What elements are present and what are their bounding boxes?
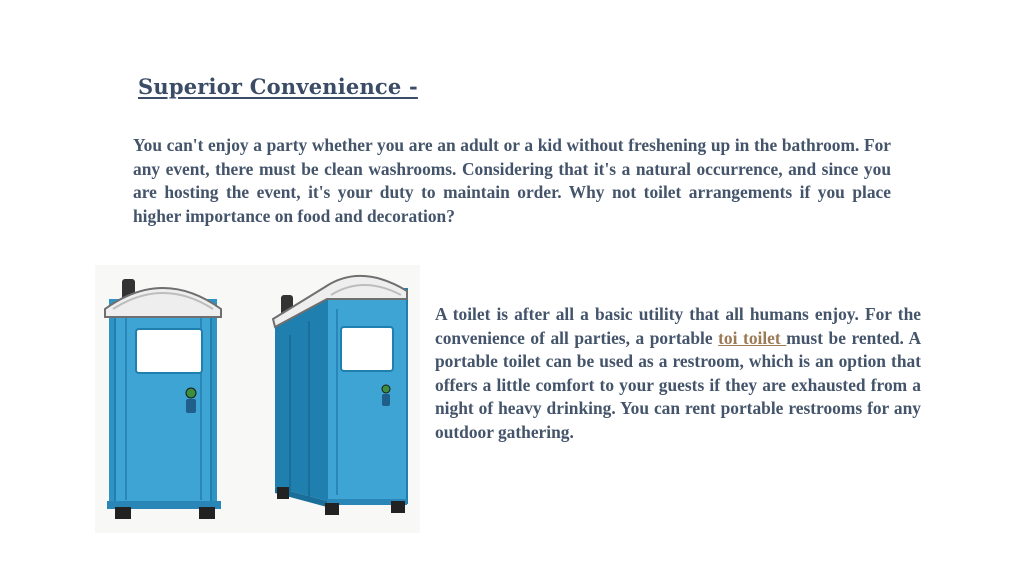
utility-paragraph bbox=[435, 303, 921, 445]
portable-toilets-image bbox=[95, 265, 420, 533]
intro-paragraph: You can't enjoy a party whether you are an adult or a kid without freshening up in the bathroom. For any event, there must be clean washrooms. Considering that it's a natural occurrence, and since you are hosting the event, it's your duty to maintain order. Why not toilet arrangements if you place higher importance on food and decoration? bbox=[133, 135, 891, 226]
section-heading: Superior Convenience - bbox=[138, 74, 418, 99]
right-portable-toilet bbox=[273, 276, 407, 515]
paragraph-text-before-link: A toilet is after all a basic utility that all humans enjoy. For the convenience of all parties, a portable bbox=[435, 304, 921, 348]
left-portable-toilet bbox=[105, 279, 221, 519]
toi-toilet-link[interactable]: toi toilet bbox=[718, 327, 787, 348]
paragraph-text-after-link: must be rented. A portable toilet can be used as a restroom, which is an option that offers a little comfort to your guests if they are exhausted from a night of heavy drinking. You can rent portable restrooms for any outdoor gathering. bbox=[435, 327, 922, 442]
